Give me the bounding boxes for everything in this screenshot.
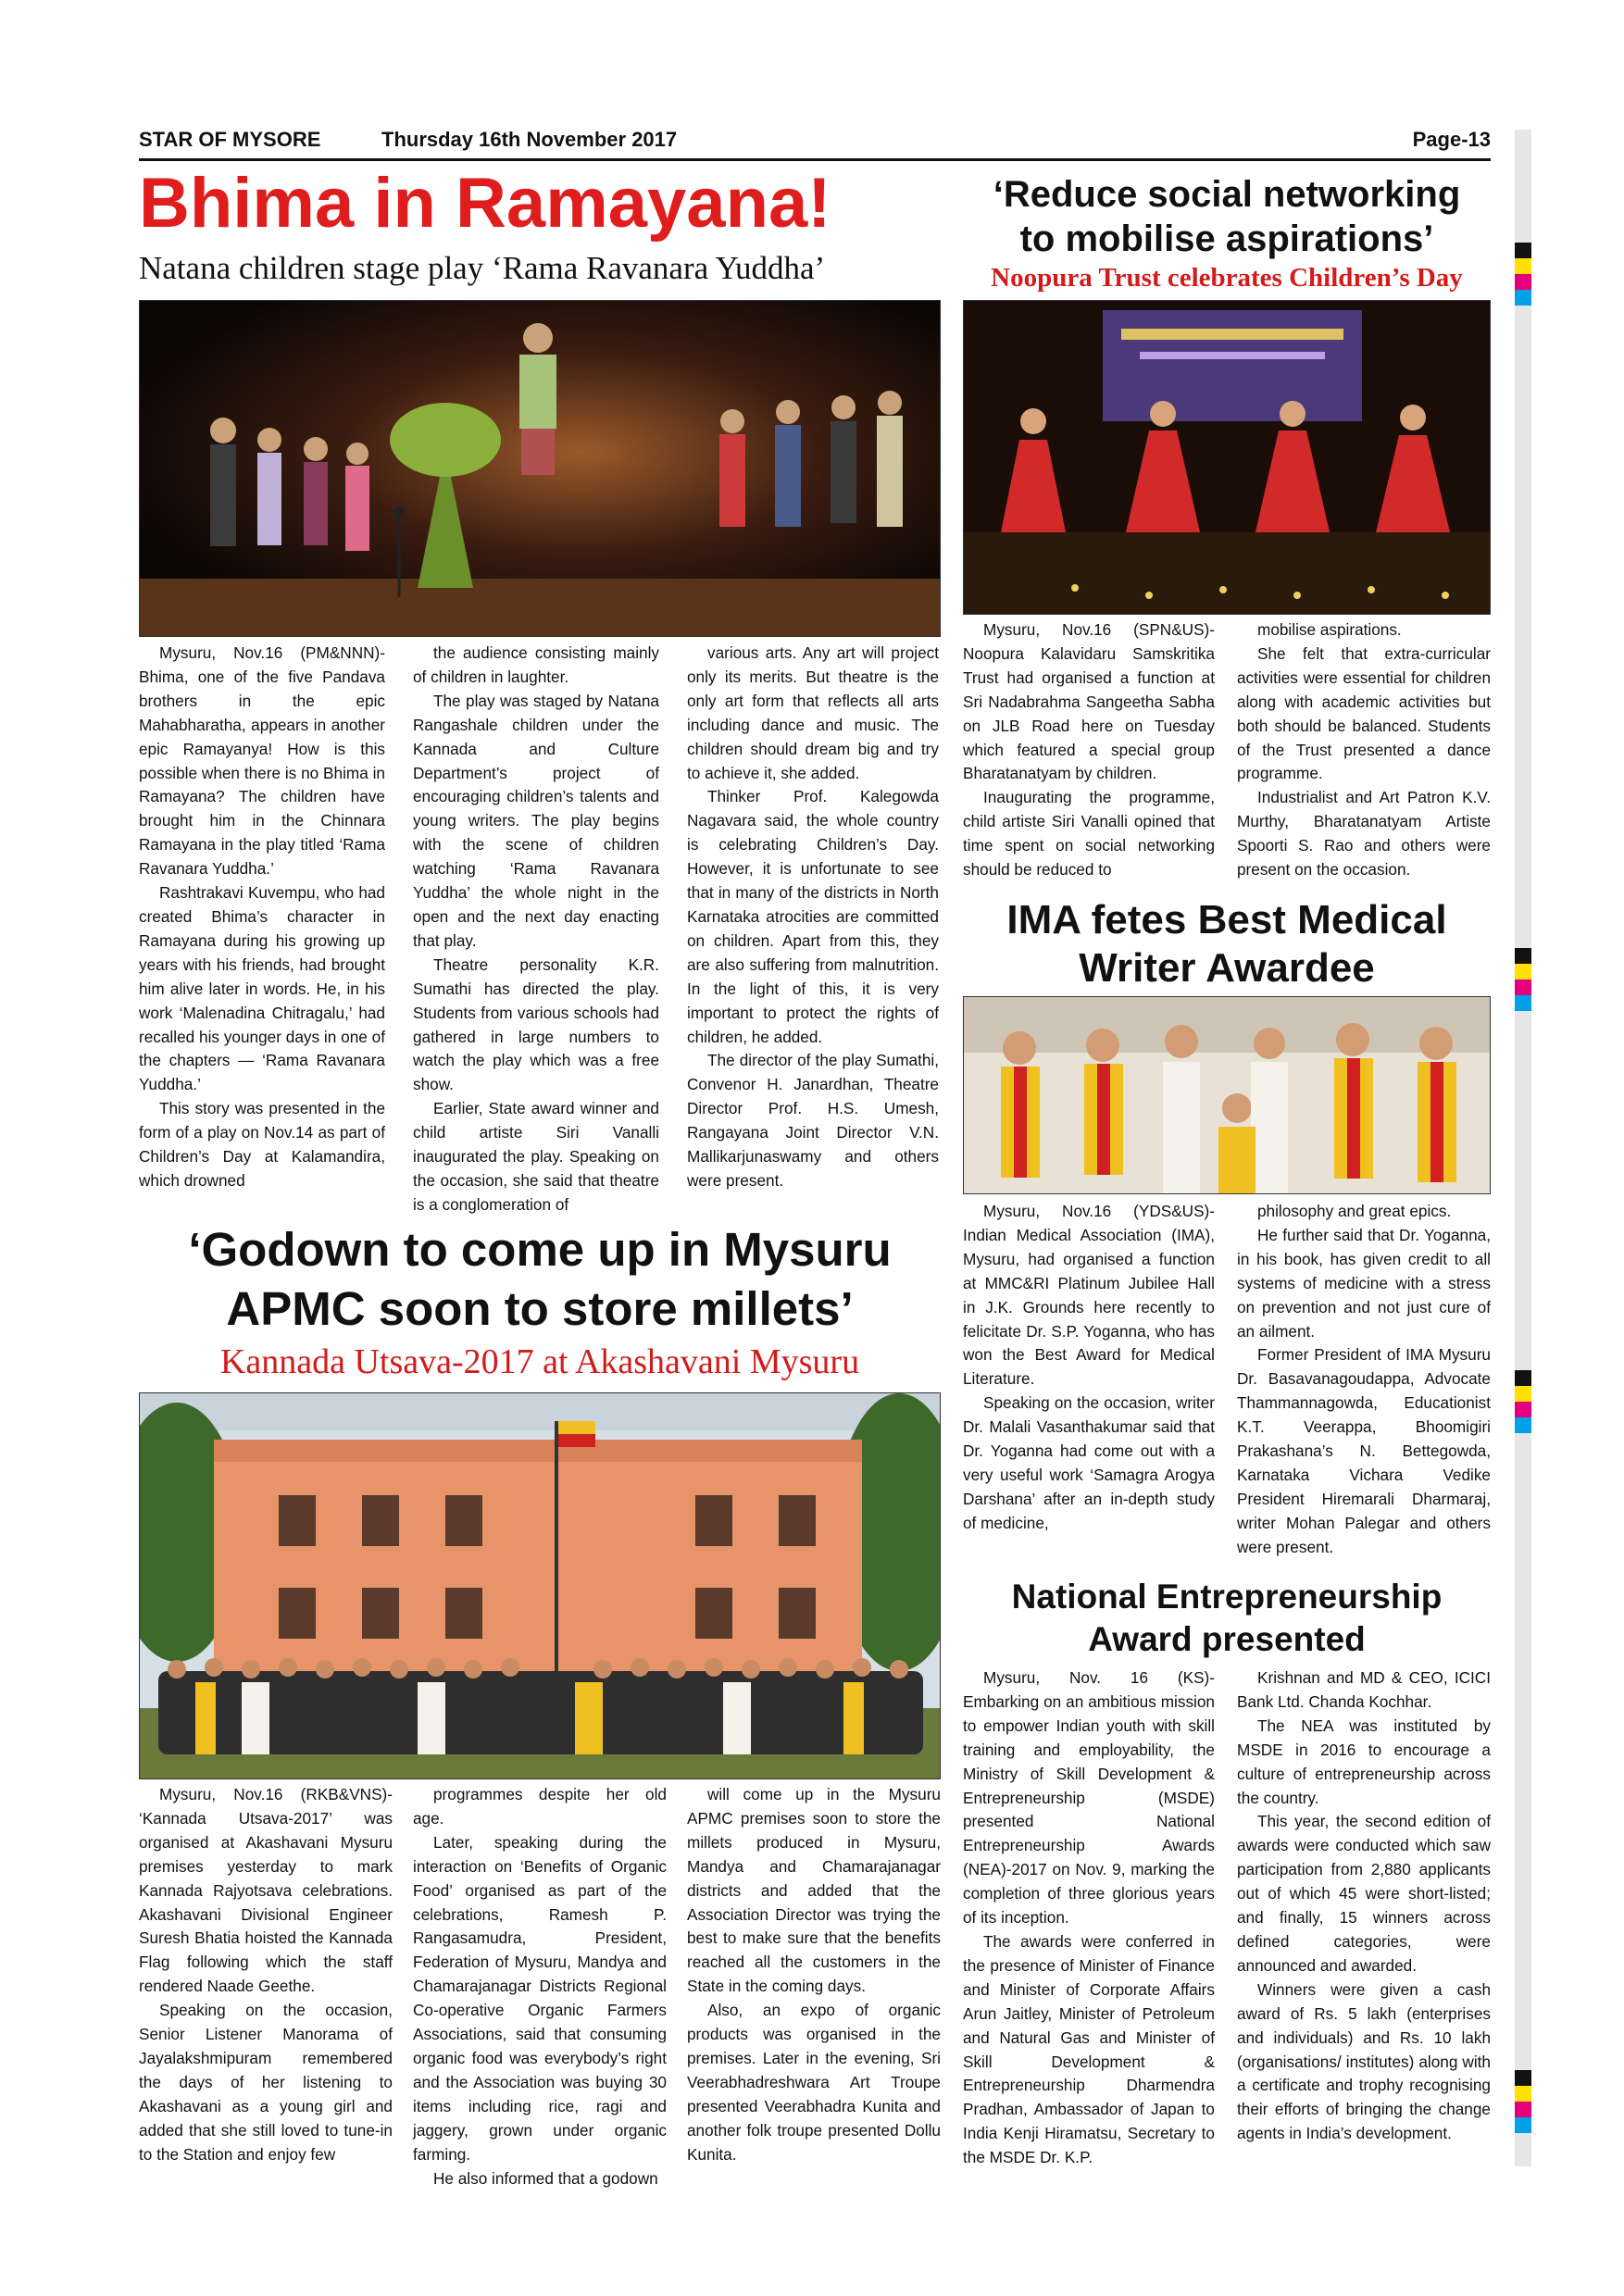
- story4-headline-line: ‘Godown to come up in Mysuru: [188, 1223, 892, 1276]
- registration-marks: [1515, 243, 1531, 306]
- story5-headline: [963, 1576, 1491, 1661]
- story2-paragraph: Inaugurating the programme, child artiste Siri Vanalli opined that time spent on social networking should be reduced to: [963, 788, 1215, 880]
- story5-paragraph: Krishnan and MD & CEO, ICICI Bank Ltd. Chanda Kochhar.: [1237, 1668, 1491, 1711]
- story1-column-1: [139, 642, 385, 1193]
- story4-paragraph: Mysuru, Nov.16 (RKB&VNS)- ‘Kannada Utsava-2017’ was organised at Akashavani Mysuru premises yesterday to mark Kannada Rajyotsava celebrations. Akashavani Divisional Engineer Suresh Bhatia hoisted the Kannada Flag following which the staff rendered Naade Geethe.: [139, 1785, 393, 1996]
- story2-paragraph: Mysuru, Nov.16 (SPN&US)- Noopura Kalavidaru Samskritika Trust had organised a function at Sri Nadabrahma Sangeetha Sabha on JLB Road here on Tuesday which featured a special group Bharatanatyam by children.: [963, 620, 1215, 783]
- story5-paragraph: This year, the second edition of awards were conducted which saw participation from 2,880 applicants out of which 45 were short-listed; and finally, 15 winners across defined categories, were announced and awarded.: [1237, 1812, 1491, 1975]
- story3-headline-line: Writer Awardee: [1079, 945, 1375, 991]
- story2-headline: [963, 172, 1491, 261]
- story1-paragraph: various arts. Any art will project only its merits. But theatre is the only art form that reflects all arts including dance and music. The children should dream big and try to achieve it, she added.: [687, 643, 939, 782]
- story1-paragraph: the audience consisting mainly of children in laughter.: [413, 643, 659, 686]
- story3-paragraph: He further said that Dr. Yoganna, in his book, has given credit to all systems of medicine with a stress on prevention and not just cure of an ailment.: [1237, 1225, 1491, 1341]
- story2-paragraph: Industrialist and Art Patron K.V. Murthy, Bharatanatyam Artiste Spoorti S. Rao and others were present on the occasion.: [1237, 788, 1491, 880]
- story5-paragraph: The NEA was instituted by MSDE in 2016 to encourage a culture of entrepreneurship across the country.: [1237, 1716, 1491, 1807]
- story2-headline-line: ‘Reduce social networking: [993, 174, 1461, 215]
- stage-play-photo: [139, 300, 941, 637]
- story4-headline: [139, 1220, 941, 1339]
- story1-paragraph: Theatre personality K.R. Sumathi has directed the play. Students from various schools had gathered in large numbers to watch the play which was a free show.: [413, 955, 659, 1094]
- story3-column-1: [963, 1200, 1215, 1536]
- story3-paragraph: philosophy and great epics.: [1257, 1202, 1452, 1220]
- story1-paragraph: Thinker Prof. Kalegowda Nagavara said, the whole country is celebrating Children’s Day. However, it is unfortunate to see that in many of the districts in North Karnataka atrocities are committed on children. Apart from this, they are also suffering from malnutrition. In the light of this, it is very important to protect the rights of children, he added.: [687, 787, 939, 1046]
- page-number: Page-13: [1412, 128, 1491, 151]
- story4-column-1: [139, 1783, 393, 2167]
- story5-column-2: [1237, 1666, 1491, 2146]
- story1-paragraph: This story was presented in the form of a play on Nov.14 as part of Children’s Day at Kalamandira, which drowned: [139, 1099, 385, 1190]
- story4-paragraph: will come up in the Mysuru APMC premises soon to store the millets produced in Mysuru, Mandya and Chamarajanagar districts and added that the Association Director was trying the best to make sure that the benefits reached all the customers in the State in the coming days.: [687, 1785, 941, 1996]
- story4-headline-line: APMC soon to store millets’: [226, 1282, 854, 1335]
- story4-paragraph: Speaking on the occasion, Senior Listener Manorama of Jayalakshmipuram remembered the days of her listening to Akashavani as a young girl and added that she still loved to tune-in to the Station and enjoy few: [139, 2001, 393, 2164]
- story2-column-2: [1237, 618, 1491, 882]
- akashavani-group-photo: [139, 1392, 941, 1779]
- story1-subhead: Natana children stage play ‘Rama Ravanara Yuddha’: [139, 250, 826, 286]
- story2-subhead: Noopura Trust celebrates Children’s Day: [991, 263, 1463, 293]
- registration-marks: [1515, 948, 1531, 1011]
- dance-photo: [963, 300, 1491, 615]
- story2-headline-line: to mobilise aspirations’: [1019, 218, 1434, 259]
- story1-paragraph: Rashtrakavi Kuvempu, who had created Bhima’s character in Ramayana during his growing up years with his friends, had brought him alive later in words. He, in his work ‘Malenadina Chitragalu,’ had recalled his younger days in one of the chapters — ‘Rama Ravanara Yuddha.’: [139, 883, 385, 1094]
- story3-paragraph: Speaking on the occasion, writer Dr. Malali Vasanthakumar said that Dr. Yoganna had come out with a very useful work ‘Samagra Arogya Darshana’ after an in-depth study of medicine,: [963, 1393, 1215, 1532]
- story4-paragraph: programmes despite her old age.: [413, 1785, 667, 1828]
- story2-paragraph: She felt that extra-curricular activities were essential for children along with academic activities but both should be balanced. Students of the Trust presented a dance programme.: [1237, 643, 1491, 783]
- issue-date: Thursday 16th November 2017: [381, 128, 678, 151]
- page-header: [139, 126, 1491, 161]
- newspaper-name: STAR OF MYSORE: [139, 128, 321, 151]
- story4-paragraph: Later, speaking during the interaction on ‘Benefits of Organic Food’ organised as part of the celebrations, Ramesh P. Rangasamudra, President, Federation of Mysuru, Mandya and Chamarajanagar Districts Regional Co-operative Organic Farmers Associations, said that consuming organic food was everybody’s right and the Association was buying 30 items including rice, ragi and jaggery, grown under organic farming.: [413, 1832, 667, 2164]
- story5-paragraph: Winners were given a cash award of Rs. 5 lakh (enterprises and individuals) and Rs. 10 lakh (organisations/ institutes) along with a certificate and trophy recognising their efforts of bringing the change agents in India’s development.: [1237, 1979, 1491, 2143]
- story3-column-2: [1237, 1200, 1491, 1560]
- story4-column-2: [413, 1783, 667, 2190]
- story2-paragraph: mobilise aspirations.: [1257, 620, 1402, 639]
- story1-column-2: [413, 642, 659, 1217]
- page-gutter: [1515, 130, 1531, 2166]
- story1-paragraph: Earlier, State award winner and child artiste Siri Vanalli inaugurated the play. Speaking on the occasion, she said that theatre is a conglomeration of: [413, 1099, 659, 1214]
- story1-headline: Bhima in Ramayana!: [139, 164, 831, 243]
- story5-headline-line: National Entrepreneurship: [1011, 1578, 1443, 1616]
- story4-paragraph: Also, an expo of organic products was organised in the premises. Later in the evening, Sri Veerabhadreshwara Art Troupe presented Veerabhadra Kunita and another folk troupe presented Dollu Kunita.: [687, 2001, 941, 2164]
- story5-paragraph: The awards were conferred in the presence of Minister of Finance and Minister of Corporate Affairs Arun Jaitley, Minister of Petroleum and Natural Gas and Minister of Skill Development & Entrepreneurship Dharmendra Pradhan, Ambassador of Japan to India Kenji Hiramatsu, Secretary to the MSDE Dr. K.P.: [963, 1931, 1215, 2167]
- story3-headline-line: IMA fetes Best Medical: [1006, 897, 1447, 942]
- award-group-photo: [963, 996, 1491, 1194]
- story5-column-1: [963, 1666, 1215, 2170]
- story3-paragraph: Mysuru, Nov.16 (YDS&US)- Indian Medical Association (IMA), Mysuru, had organised a function at MMC&RI Platinum Jubilee Hall in J.K. Grounds here recently to felicitate Dr. S.P. Yoganna, who has won the Best Award for Medical Literature.: [963, 1202, 1215, 1389]
- story4-subhead: Kannada Utsava-2017 at Akashavani Mysuru: [219, 1342, 860, 1381]
- story1-column-3: [687, 642, 939, 1193]
- story5-paragraph: Mysuru, Nov. 16 (KS)- Embarking on an ambitious mission to empower Indian youth with skill training and employability, the Ministry of Skill Development & Entrepreneurship (MSDE) presented National Entrepreneurship Awards (NEA)-2017 on Nov. 9, marking the completion of three glorious years of its inception.: [963, 1668, 1215, 1928]
- registration-marks: [1515, 2070, 1531, 2133]
- story1-paragraph: The play was staged by Natana Rangashale children under the Kannada and Culture Department’s project of encouraging children’s talents and young writers. The play begins with the scene of children watching ‘Rama Ravanara Yuddha’ the whole night in the open and the next day enacting that play.: [413, 691, 659, 950]
- story1-paragraph: Mysuru, Nov.16 (PM&NNN)- Bhima, one of the five Pandava brothers in the epic Mahabharatha, appears in another epic Ramayanya! How is this possible when there is no Bhima in Ramayana? The children have brought him in the Chinnara Ramayana in the play titled ‘Rama Ravanara Yuddha.’: [139, 643, 385, 879]
- story3-headline: [963, 896, 1491, 992]
- story3-paragraph: Former President of IMA Mysuru Dr. Basavanagoudappa, Advocate Thammannagowda, Educationist K.T. Veerappa, Bhoomigiri Prakashana’s N. Bettegowda, Karnataka Vichara Vedike President Hiremarali Dharmaraj, writer Mohan Palegar and others were present.: [1237, 1345, 1491, 1556]
- story2-column-1: [963, 618, 1215, 882]
- story1-paragraph: The director of the play Sumathi, Convenor H. Janardhan, Theatre Director Prof. H.S. Umesh, Rangayana Joint Director V.N. Mallikarjunaswamy and others were present.: [687, 1051, 939, 1190]
- story4-column-3: [687, 1783, 941, 2167]
- story5-headline-line: Award presented: [1088, 1620, 1366, 1658]
- registration-marks: [1515, 1370, 1531, 1433]
- story4-paragraph: He also informed that a godown: [433, 2168, 658, 2188]
